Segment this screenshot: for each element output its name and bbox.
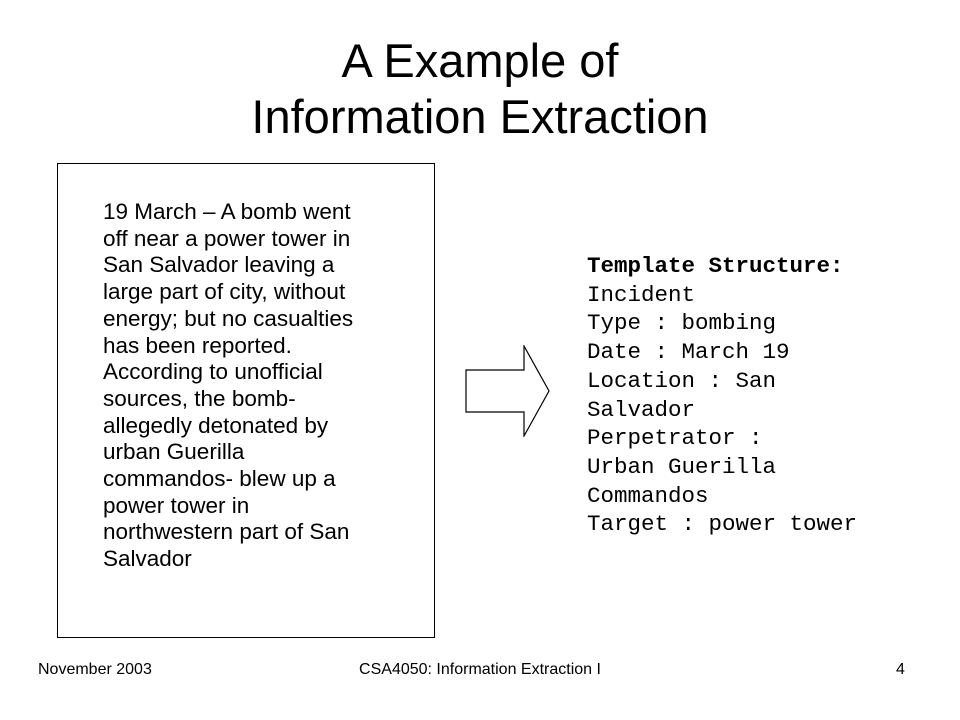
article-line: 19 March – A bomb went bbox=[103, 199, 351, 224]
title-line-1: A Example of bbox=[341, 34, 619, 87]
article-line: According to unofficial bbox=[103, 359, 323, 385]
template-heading: Template Structure: bbox=[587, 253, 844, 279]
article-line: commandos- blew up a bbox=[103, 466, 336, 492]
article-text bbox=[103, 199, 423, 573]
template-line: Commandos bbox=[587, 482, 709, 509]
article-line: urban Guerilla bbox=[103, 439, 245, 465]
template-line: Urban Guerilla bbox=[587, 453, 777, 480]
article-line: allegedly detonated by bbox=[103, 412, 329, 438]
template-structure bbox=[587, 252, 857, 539]
footer-date: November 2003 bbox=[38, 661, 152, 678]
article-line: Salvador bbox=[103, 546, 192, 572]
template-line: Target : power tower bbox=[587, 511, 858, 538]
footer-course: CSA4050: Information Extraction I bbox=[359, 661, 601, 678]
article-line: San Salvador leaving a bbox=[103, 252, 335, 278]
article-line: power tower in bbox=[103, 492, 250, 518]
template-line: Perpetrator : bbox=[587, 425, 763, 452]
template-line: Incident bbox=[587, 281, 696, 308]
slide-title bbox=[0, 33, 960, 145]
footer-page-number: 4 bbox=[896, 661, 905, 678]
article-text-box bbox=[57, 163, 435, 638]
template-line: Salvador bbox=[587, 396, 696, 423]
template-line: Date : March 19 bbox=[587, 339, 790, 366]
article-line: off near a power tower in bbox=[103, 225, 351, 251]
title-line-2: Information Extraction bbox=[251, 90, 709, 143]
template-line: Type : bombing bbox=[587, 310, 777, 337]
right-arrow-icon bbox=[465, 345, 551, 437]
article-line: large part of city, without bbox=[103, 279, 346, 305]
article-line: has been reported. bbox=[103, 332, 292, 358]
article-line: energy; but no casualties bbox=[103, 305, 354, 331]
template-line: Location : San bbox=[587, 367, 777, 394]
article-line: sources, the bomb- bbox=[103, 385, 296, 411]
article-line: northwestern part of San bbox=[103, 519, 350, 545]
